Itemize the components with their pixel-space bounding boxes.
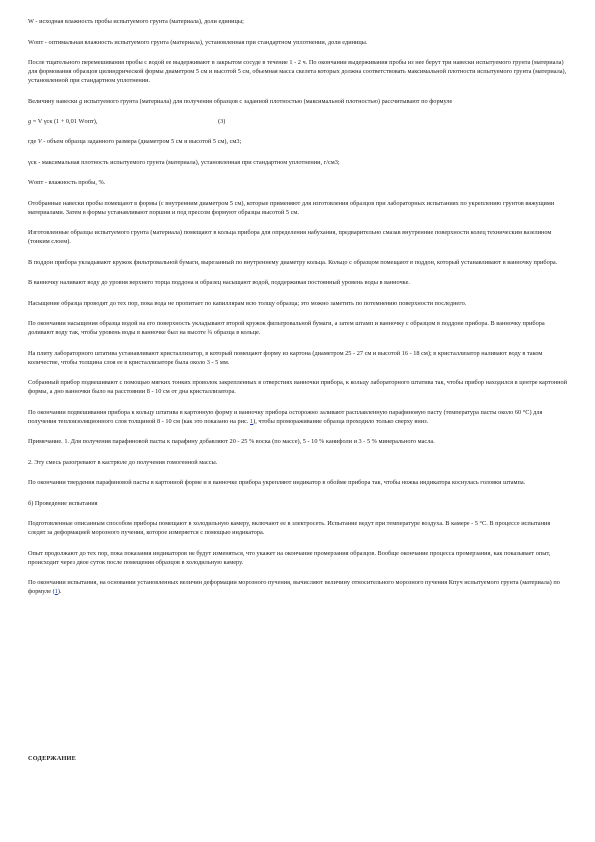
formula-variable: g xyxy=(28,118,32,125)
text-run: По окончании испытания, на основании установленных величин деформации морозного пучения, вычисляют величину относительного морозного пучения Кпуч испытуемого грунта (материала) по формуле ( xyxy=(28,579,560,595)
note-paragraph: 2. Эту смесь разогревают в кастрюле до получения гомогенной массы. xyxy=(28,458,218,466)
formula-variable: V xyxy=(37,138,42,145)
paragraph: Собранный прибор подвешивают с помощью мягких тонких проволок закрепленных в отверстиях ванночки прибора, к кольцу лабораторного штатива так, чтобы прибор находился в центре картонной формы, а дно ванночки было на расстоянии 8 - 10 см от дна кристаллизатора. xyxy=(28,379,567,395)
formula xyxy=(28,117,568,126)
paragraph: В поддон прибора укладывают кружок фильтровальной бумаги, вырезанный по внутреннему диаметру кольца. Кольцо с образцом помещают в поддон, который устанавливают в ванночку прибора. xyxy=(28,258,558,266)
paragraph: Опыт продолжают до тех пор, пока показания индикаторов не будут изменяться, что укажет на окончание промерзания образцов. Вообще окончание процесса промерзания, как показывает опыт, происходит через двое суток после помещения образцов в холодильную камеру. xyxy=(28,549,551,566)
paragraph: После тщательного перемешивания пробы с водой ее выдерживают в закрытом сосуде в течение 1 - 2 ч. По окончании выдерживания пробы из нее берут три навески испытуемого грунта (материала) для формования образцов цилиндрической формы диаметром 5 см и высотой 5 см, объемная масса скелета которых должна соответствовать максимальной плотности испытуемого грунта (материала), установленной при стандартном уплотнении. xyxy=(28,59,567,84)
paragraph: Подготовленные описанным способом приборы помещают в холодильную камеру, включают ее в электросеть. Испытание ведут при температуре воздуха. В камере - 5 °C. В процессе испытания следят за деформацией морозного пучения, которое измеряется с помощью индикатора. xyxy=(28,520,551,536)
paragraph: По окончании насыщения образца водой на его поверхность укладывают второй кружок фильтровальной бумаги, а затем штамп и ванночку с образцом в поддоне прибора. В ванночку прибора доливают воду так, чтобы уровень воды в ванночке был на высоте ¾ образца в кольце. xyxy=(28,320,545,336)
text-run: испытуемого грунта (материала) для получения образцов с заданной плотностью (максимальной плотностью) рассчитывают по формуле xyxy=(82,97,453,105)
paragraph xyxy=(28,578,568,596)
paragraph: Изготовленные образцы испытуемого грунта (материала) помещают в кольца прибора для определения набухания, предварительно смазав внутренние поверхности колец техническим вазелином (тонким слоем). xyxy=(28,229,552,245)
formula-link[interactable]: 1 xyxy=(54,588,58,595)
formula-variable: g xyxy=(79,97,83,105)
paragraph: Wопт - влажность пробы, %. xyxy=(28,179,106,186)
formula-number: (3) xyxy=(218,118,226,125)
note-paragraph: Примечание. 1. Для получения парафиновой пасты к парафину добавляют 20 - 25 % воска (по массе), 5 - 10 % канифоли и 3 - 5 % минерального масла. xyxy=(28,438,435,445)
paragraph: Отобранные навески пробы помещают в формы (с внутренним диаметром 5 см), которые применяют для изготовления образцов при лабораторных испытаниях по укреплению грунтов вяжущими материалами. Затем в формы устанавливают поршни и под прессом формуют образцы высотой 5 см. xyxy=(28,199,555,216)
paragraph: Wопт - оптимальная влажность испытуемого грунта (материала), установленная при стандартном уплотнении, доли единицы. xyxy=(28,38,368,46)
paragraph xyxy=(28,408,568,426)
table-of-contents-heading[interactable]: СОДЕРЖАНИЕ xyxy=(28,755,77,762)
paragraph: γск - максимальная плотность испытуемого грунта (материала), установленная при стандартном уплотнении, г/см3; xyxy=(28,158,340,166)
paragraph xyxy=(28,97,568,106)
paragraph: В ванночку наливают воду до уровня верхнего торца поддона и образец насыщают водой, поддерживая постоянный уровень воды в ванночке. xyxy=(28,279,410,286)
text-run: По окончании подвешивания прибора к кольцу штатива в картонную форму и ванночку прибора осторожно заливают расплавленную парафиновую пасту (температура пасты около 60 °C) для получения теплоизоляционного слоя толщиной 8 - 10 см (как это показано на рис. xyxy=(28,408,543,425)
section-heading: б) Проведение испытания xyxy=(28,499,98,507)
document-body xyxy=(28,17,568,762)
paragraph: W - исходная влажность пробы испытуемого грунта (материала), доли единицы; xyxy=(28,18,244,25)
text-run: - объем образца заданного размера (диаметром 5 см и высотой 5 см), см3; xyxy=(41,138,242,145)
text-run: = V γск (1 + 0,01 Wопт), xyxy=(31,118,98,125)
text-run: ). xyxy=(57,588,62,595)
text-run: ), чтобы промораживание образца проходило только сверху вниз. xyxy=(253,417,429,425)
figure-link[interactable]: 1 xyxy=(250,417,254,425)
text-run: Величину навески xyxy=(28,97,79,105)
paragraph xyxy=(28,137,568,146)
paragraph: По окончании твердения парафиновой пасты в картонной форме и в ванночке прибора укрепляют индикатор в обойме прибора так, чтобы ножка индикатора коснулась головки штампа. xyxy=(28,479,526,486)
formula-expression xyxy=(28,117,218,126)
paragraph: Насыщение образца проводят до тех пор, пока вода не пропитает по капиллярам всю толщу образца; это можно заметить по потемнению поверхности последнего. xyxy=(28,299,467,307)
paragraph: На плиту лабораторного штатива устанавливают кристаллизатор, в который помещают форму из картона (диаметром 25 - 27 см и высотой 16 - 18 см); в кристаллизатор наливают воду в таком количестве, чтобы толщина слоя ее в кристаллизаторе была около 3 - 5 мм. xyxy=(28,349,543,366)
text-run: где xyxy=(28,138,38,145)
